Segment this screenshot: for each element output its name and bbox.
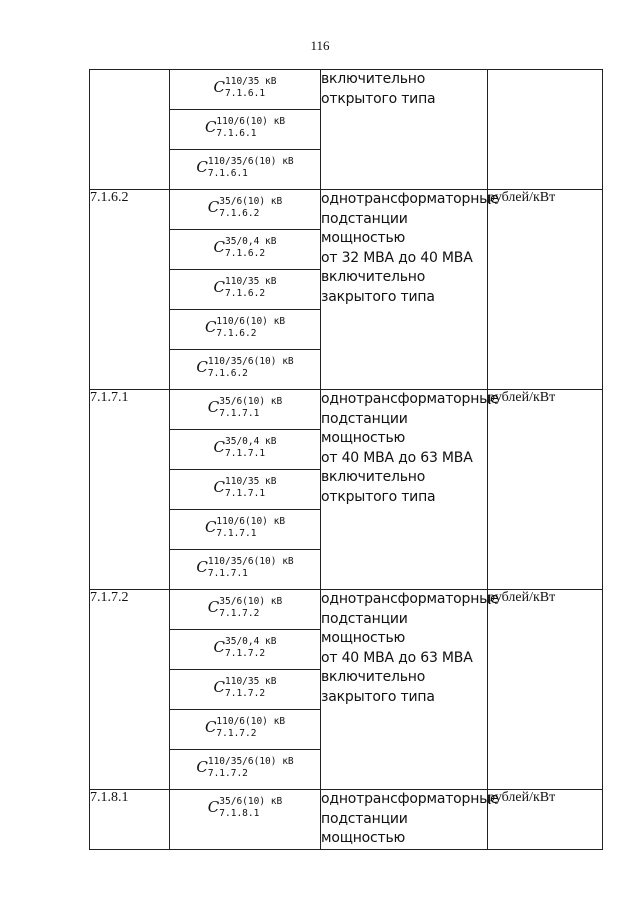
symbol-base: C — [213, 438, 225, 456]
tariff-symbol — [170, 670, 320, 710]
page-number: 116 — [310, 38, 330, 53]
symbol-superscript: 110/6(10) кВ — [216, 716, 286, 727]
symbol-superscript: 35/0,4 кВ — [225, 236, 277, 247]
tariff-symbol — [170, 190, 320, 230]
row-code: 7.1.7.1 — [90, 390, 170, 590]
symbol-subscript: 7.1.7.2 — [207, 768, 248, 779]
row-unit — [488, 70, 603, 190]
tariff-symbol — [170, 390, 320, 430]
symbol-base: C — [213, 78, 225, 96]
symbol-subscript: 7.1.7.1 — [219, 408, 260, 419]
row-unit: рублей/кВт — [488, 390, 603, 590]
symbol-subscript: 7.1.7.1 — [216, 528, 257, 539]
tariff-symbol — [170, 70, 320, 110]
symbol-cell — [170, 390, 321, 590]
symbol-cell — [170, 190, 321, 390]
symbol-subscript: 7.1.6.1 — [225, 88, 266, 99]
tariff-symbol — [170, 550, 320, 589]
symbol-superscript: 110/35/6(10) кВ — [207, 156, 294, 167]
row-code — [90, 70, 170, 190]
tariff-symbol — [170, 350, 320, 389]
symbol-subscript: 7.1.6.1 — [207, 168, 248, 179]
symbol-base: C — [204, 518, 217, 536]
tariff-symbol — [170, 630, 320, 670]
symbol-superscript: 110/35/6(10) кВ — [207, 356, 294, 367]
symbol-base: C — [196, 558, 208, 576]
symbol-base: C — [196, 758, 208, 776]
description-line: от 40 МВА до 63 МВА — [321, 449, 473, 466]
row-unit: рублей/кВт — [488, 190, 603, 390]
symbol-superscript: 35/6(10) кВ — [219, 196, 283, 207]
description-line: открытого типа — [321, 90, 436, 107]
symbol-base: C — [207, 198, 220, 216]
symbol-superscript: 35/0,4 кВ — [225, 636, 277, 647]
row-description — [321, 590, 499, 790]
symbol-base: C — [213, 278, 225, 296]
symbol-base: C — [213, 478, 225, 496]
symbol-cell — [170, 590, 321, 790]
description-line: включительно — [321, 71, 426, 87]
symbol-subscript: 7.1.7.1 — [225, 488, 266, 499]
symbol-base: C — [207, 398, 220, 416]
symbol-cell — [170, 70, 321, 190]
description-line: закрытого типа — [321, 688, 435, 705]
symbol-subscript: 7.1.7.1 — [225, 448, 266, 459]
symbol-subscript: 7.1.6.2 — [225, 248, 266, 259]
tariff-symbol — [170, 470, 320, 510]
symbol-superscript: 110/35/6(10) кВ — [207, 556, 294, 567]
symbol-base: C — [196, 358, 208, 376]
tariff-symbol — [170, 790, 320, 829]
tariff-symbol — [170, 750, 320, 789]
symbol-base: C — [207, 598, 220, 616]
description-line: включительно — [321, 269, 426, 285]
description-line: от 40 МВА до 63 МВА — [321, 649, 473, 666]
tariff-symbol — [170, 310, 320, 350]
description-line: открытого типа — [321, 488, 436, 505]
row-description — [321, 190, 499, 390]
symbol-base: C — [207, 798, 220, 816]
tariff-symbol — [170, 430, 320, 470]
table-row — [90, 390, 603, 590]
tariff-symbol — [170, 270, 320, 310]
description-line: подстанции мощностью — [321, 810, 408, 846]
symbol-superscript: 35/6(10) кВ — [219, 796, 283, 807]
description-line: включительно — [321, 469, 426, 485]
symbol-base: C — [213, 238, 225, 256]
rates-table — [89, 69, 603, 850]
symbol-superscript: 35/6(10) кВ — [219, 396, 283, 407]
symbol-subscript: 7.1.7.2 — [225, 688, 266, 699]
row-code: 7.1.7.2 — [90, 590, 170, 790]
row-unit: рублей/кВт — [488, 790, 603, 850]
symbol-superscript: 110/6(10) кВ — [216, 316, 286, 327]
row-description — [321, 790, 499, 850]
symbol-base: C — [213, 678, 225, 696]
row-unit: рублей/кВт — [488, 590, 603, 790]
row-description — [321, 390, 499, 590]
tariff-symbol — [170, 510, 320, 550]
symbol-superscript: 35/0,4 кВ — [225, 436, 277, 447]
description-line: подстанции мощностью — [321, 210, 408, 246]
symbol-base: C — [196, 158, 208, 176]
description-line: от 32 МВА до 40 МВА — [321, 249, 473, 266]
symbol-cell — [170, 790, 321, 850]
table-row — [90, 70, 603, 190]
tariff-symbol — [170, 230, 320, 270]
description-line: включительно — [321, 669, 426, 685]
symbol-subscript: 7.1.6.1 — [216, 128, 257, 139]
row-description — [321, 70, 488, 190]
description-line: однотрансформаторные — [321, 391, 499, 407]
tariff-symbol — [170, 710, 320, 750]
symbol-subscript: 7.1.6.2 — [219, 208, 260, 219]
symbol-superscript: 110/35 кВ — [225, 676, 277, 687]
symbol-subscript: 7.1.7.2 — [216, 728, 257, 739]
table-row — [90, 590, 603, 790]
row-code: 7.1.8.1 — [90, 790, 170, 850]
description-line: подстанции мощностью — [321, 610, 408, 646]
symbol-superscript: 110/35 кВ — [225, 76, 277, 87]
symbol-subscript: 7.1.6.2 — [216, 328, 257, 339]
symbol-superscript: 110/35/6(10) кВ — [207, 756, 294, 767]
symbol-subscript: 7.1.6.2 — [225, 288, 266, 299]
symbol-superscript: 110/35 кВ — [225, 476, 277, 487]
symbol-subscript: 7.1.6.2 — [207, 368, 248, 379]
symbol-superscript: 110/6(10) кВ — [216, 116, 286, 127]
tariff-symbol — [170, 110, 320, 150]
symbol-subscript: 7.1.7.1 — [207, 568, 248, 579]
symbol-subscript: 7.1.7.2 — [219, 608, 260, 619]
symbol-subscript: 7.1.7.2 — [225, 648, 266, 659]
symbol-subscript: 7.1.8.1 — [219, 808, 260, 819]
tariff-symbol — [170, 150, 320, 189]
symbol-base: C — [204, 718, 217, 736]
description-line: закрытого типа — [321, 288, 435, 305]
symbol-superscript: 110/6(10) кВ — [216, 516, 286, 527]
description-line: однотрансформаторные — [321, 791, 499, 807]
description-line: однотрансформаторные — [321, 191, 499, 207]
symbol-base: C — [213, 638, 225, 656]
symbol-base: C — [204, 118, 217, 136]
description-line: подстанции мощностью — [321, 410, 408, 446]
table-body — [90, 70, 603, 850]
symbol-superscript: 35/6(10) кВ — [219, 596, 283, 607]
row-code: 7.1.6.2 — [90, 190, 170, 390]
description-line: однотрансформаторные — [321, 591, 499, 607]
table-row — [90, 190, 603, 390]
tariff-symbol — [170, 590, 320, 630]
symbol-base: C — [204, 318, 217, 336]
table-row — [90, 790, 603, 850]
symbol-superscript: 110/35 кВ — [225, 276, 277, 287]
